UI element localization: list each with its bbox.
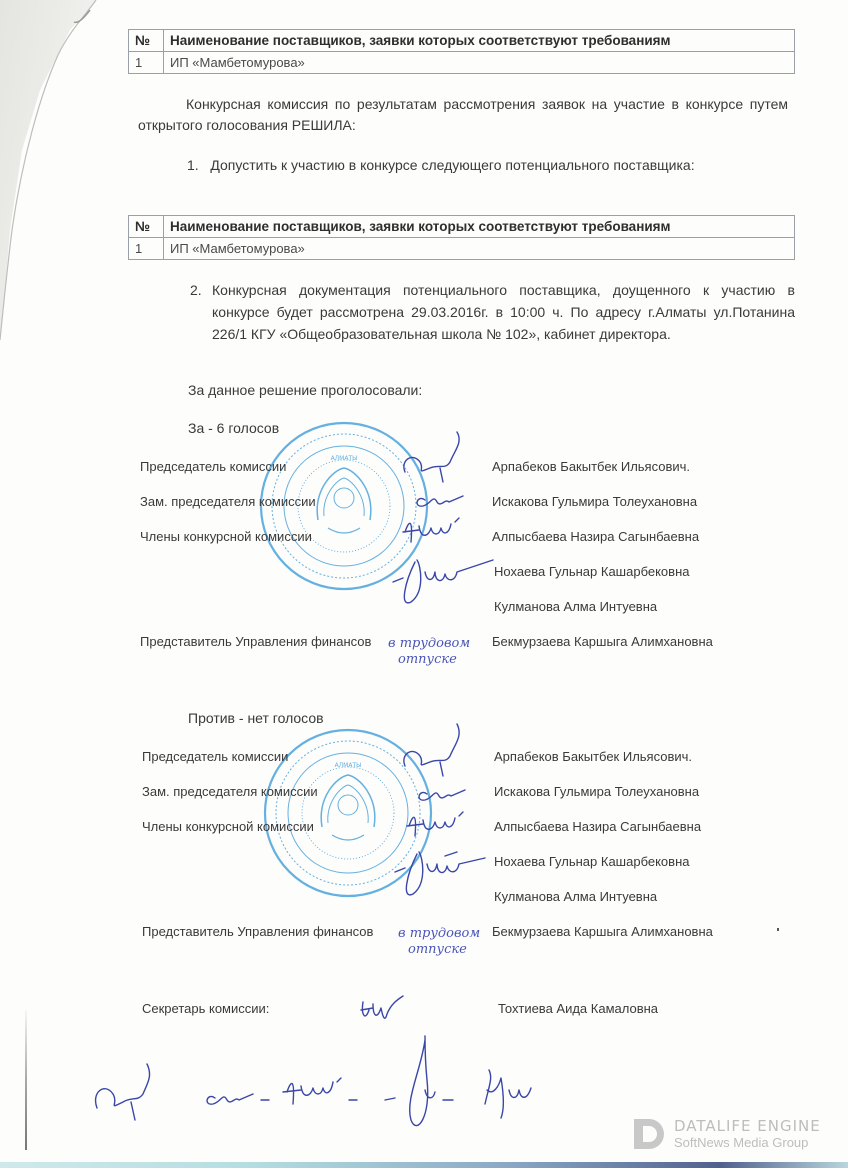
stamp-text: АЛМАТЫ	[334, 762, 362, 769]
supplier-table-1	[128, 29, 795, 74]
table-header-number: №	[129, 216, 164, 238]
table-cell-supplier: ИП «Мамбетомурова»	[164, 238, 795, 260]
role-finance-rep: Представитель Управления финансов	[142, 924, 374, 939]
item-1-text: Допустить к участию в конкурсе следующего потенциального поставщика:	[210, 157, 695, 173]
vote-against-label: Против - нет голосов	[188, 710, 324, 726]
member-name: Искакова Гульмира Толеухановна	[492, 494, 698, 509]
decision-intro-paragraph	[138, 94, 788, 136]
member-name: Искакова Гульмира Толеухановна	[494, 784, 700, 799]
watermark-logo	[634, 1115, 834, 1155]
handwritten-note-line: отпуске	[408, 942, 467, 957]
secretary-name: Тохтиева Аида Камаловна	[498, 1001, 659, 1016]
watermark-logo-icon	[634, 1119, 664, 1149]
vote-for-label: За - 6 голосов	[188, 420, 280, 436]
role-finance-rep: Представитель Управления финансов	[140, 634, 372, 649]
handwritten-note-vacation	[388, 636, 470, 668]
decision-intro-text: Конкурсная комиссия по результатам рассмотрения заявок на участие в конкурсе путем открытого голосования РЕШИЛА:	[138, 96, 788, 133]
scan-edge-line	[25, 1010, 27, 1150]
item-2-text: Конкурсная документация потенциального поставщика, доущенного к участию в конкурсе будет рассмотрена 29.03.2016г. в 10:00 ч. По адресу г.Алматы ул.Потанина 226/1 КГУ «Общеобразовательная школа № 102», кабинет директора.	[212, 282, 795, 342]
signature-secretary	[355, 990, 415, 1030]
table-cell-supplier: ИП «Мамбетомурова»	[164, 52, 795, 74]
item-2	[190, 279, 795, 345]
table-row	[129, 52, 795, 74]
handwritten-note-line: в трудовом	[388, 636, 471, 651]
role-chairman: Председатель комиссии	[140, 459, 287, 474]
role-members: Члены конкурсной комиссии	[142, 819, 314, 834]
table-cell-number: 1	[129, 238, 164, 260]
member-name: Кулманова Алма Интуевна	[494, 599, 658, 614]
role-chairman: Председатель комиссии	[142, 749, 289, 764]
handwritten-note-line: отпуске	[398, 652, 457, 667]
scan-bottom-edge	[0, 1162, 848, 1168]
signatures-vote-for	[385, 432, 495, 602]
member-name: Кулманова Алма Интуевна	[494, 889, 658, 904]
member-name: Арпабеков Бакытбек Ильясович.	[492, 459, 691, 474]
member-name: Алпысбаева Назира Сагынбаевна	[494, 819, 702, 834]
role-members: Члены конкурсной комиссии	[140, 529, 312, 544]
signatures-bottom-row	[85, 1030, 605, 1140]
member-name: Нохаева Гульнар Кашарбековна	[494, 564, 690, 579]
watermark-title: DATALIFE ENGINE	[674, 1117, 821, 1135]
item-1	[187, 157, 695, 173]
handwritten-note-vacation	[398, 926, 480, 958]
watermark-subtitle: SoftNews Media Group	[674, 1135, 809, 1150]
table-header-row	[129, 30, 795, 52]
member-name: Алпысбаева Назира Сагынбаевна	[492, 529, 700, 544]
role-secretary: Секретарь комиссии:	[142, 1001, 270, 1016]
table-header-name: Наименование поставщиков, заявки которых соответствуют требованиям	[164, 216, 795, 238]
member-name: Бекмурзаева Каршыга Алимхановна	[492, 634, 713, 649]
stamp-text: АЛМАТЫ	[330, 455, 358, 462]
table-header-number: №	[129, 30, 164, 52]
table-header-name: Наименование поставщиков, заявки которых соответствуют требованиям	[164, 30, 795, 52]
role-deputy: Зам. председателя комиссии	[142, 784, 318, 799]
page-corner-fold	[0, 0, 110, 340]
supplier-table-2	[128, 215, 795, 260]
table-row	[129, 238, 795, 260]
scan-speck	[777, 928, 779, 931]
member-name: Нохаева Гульнар Кашарбековна	[494, 854, 690, 869]
table-cell-number: 1	[129, 52, 164, 74]
role-deputy: Зам. председателя комиссии	[140, 494, 316, 509]
table-header-row	[129, 216, 795, 238]
member-name: Бекмурзаева Каршыга Алимхановна	[492, 924, 713, 939]
signatures-vote-against	[385, 722, 495, 902]
handwritten-note-line: в трудовом	[398, 926, 481, 941]
member-name: Арпабеков Бакытбек Ильясович.	[494, 749, 693, 764]
item-2-number: 2.	[190, 282, 202, 298]
item-1-number: 1.	[187, 157, 199, 173]
voted-label: За данное решение проголосовали:	[188, 382, 423, 398]
